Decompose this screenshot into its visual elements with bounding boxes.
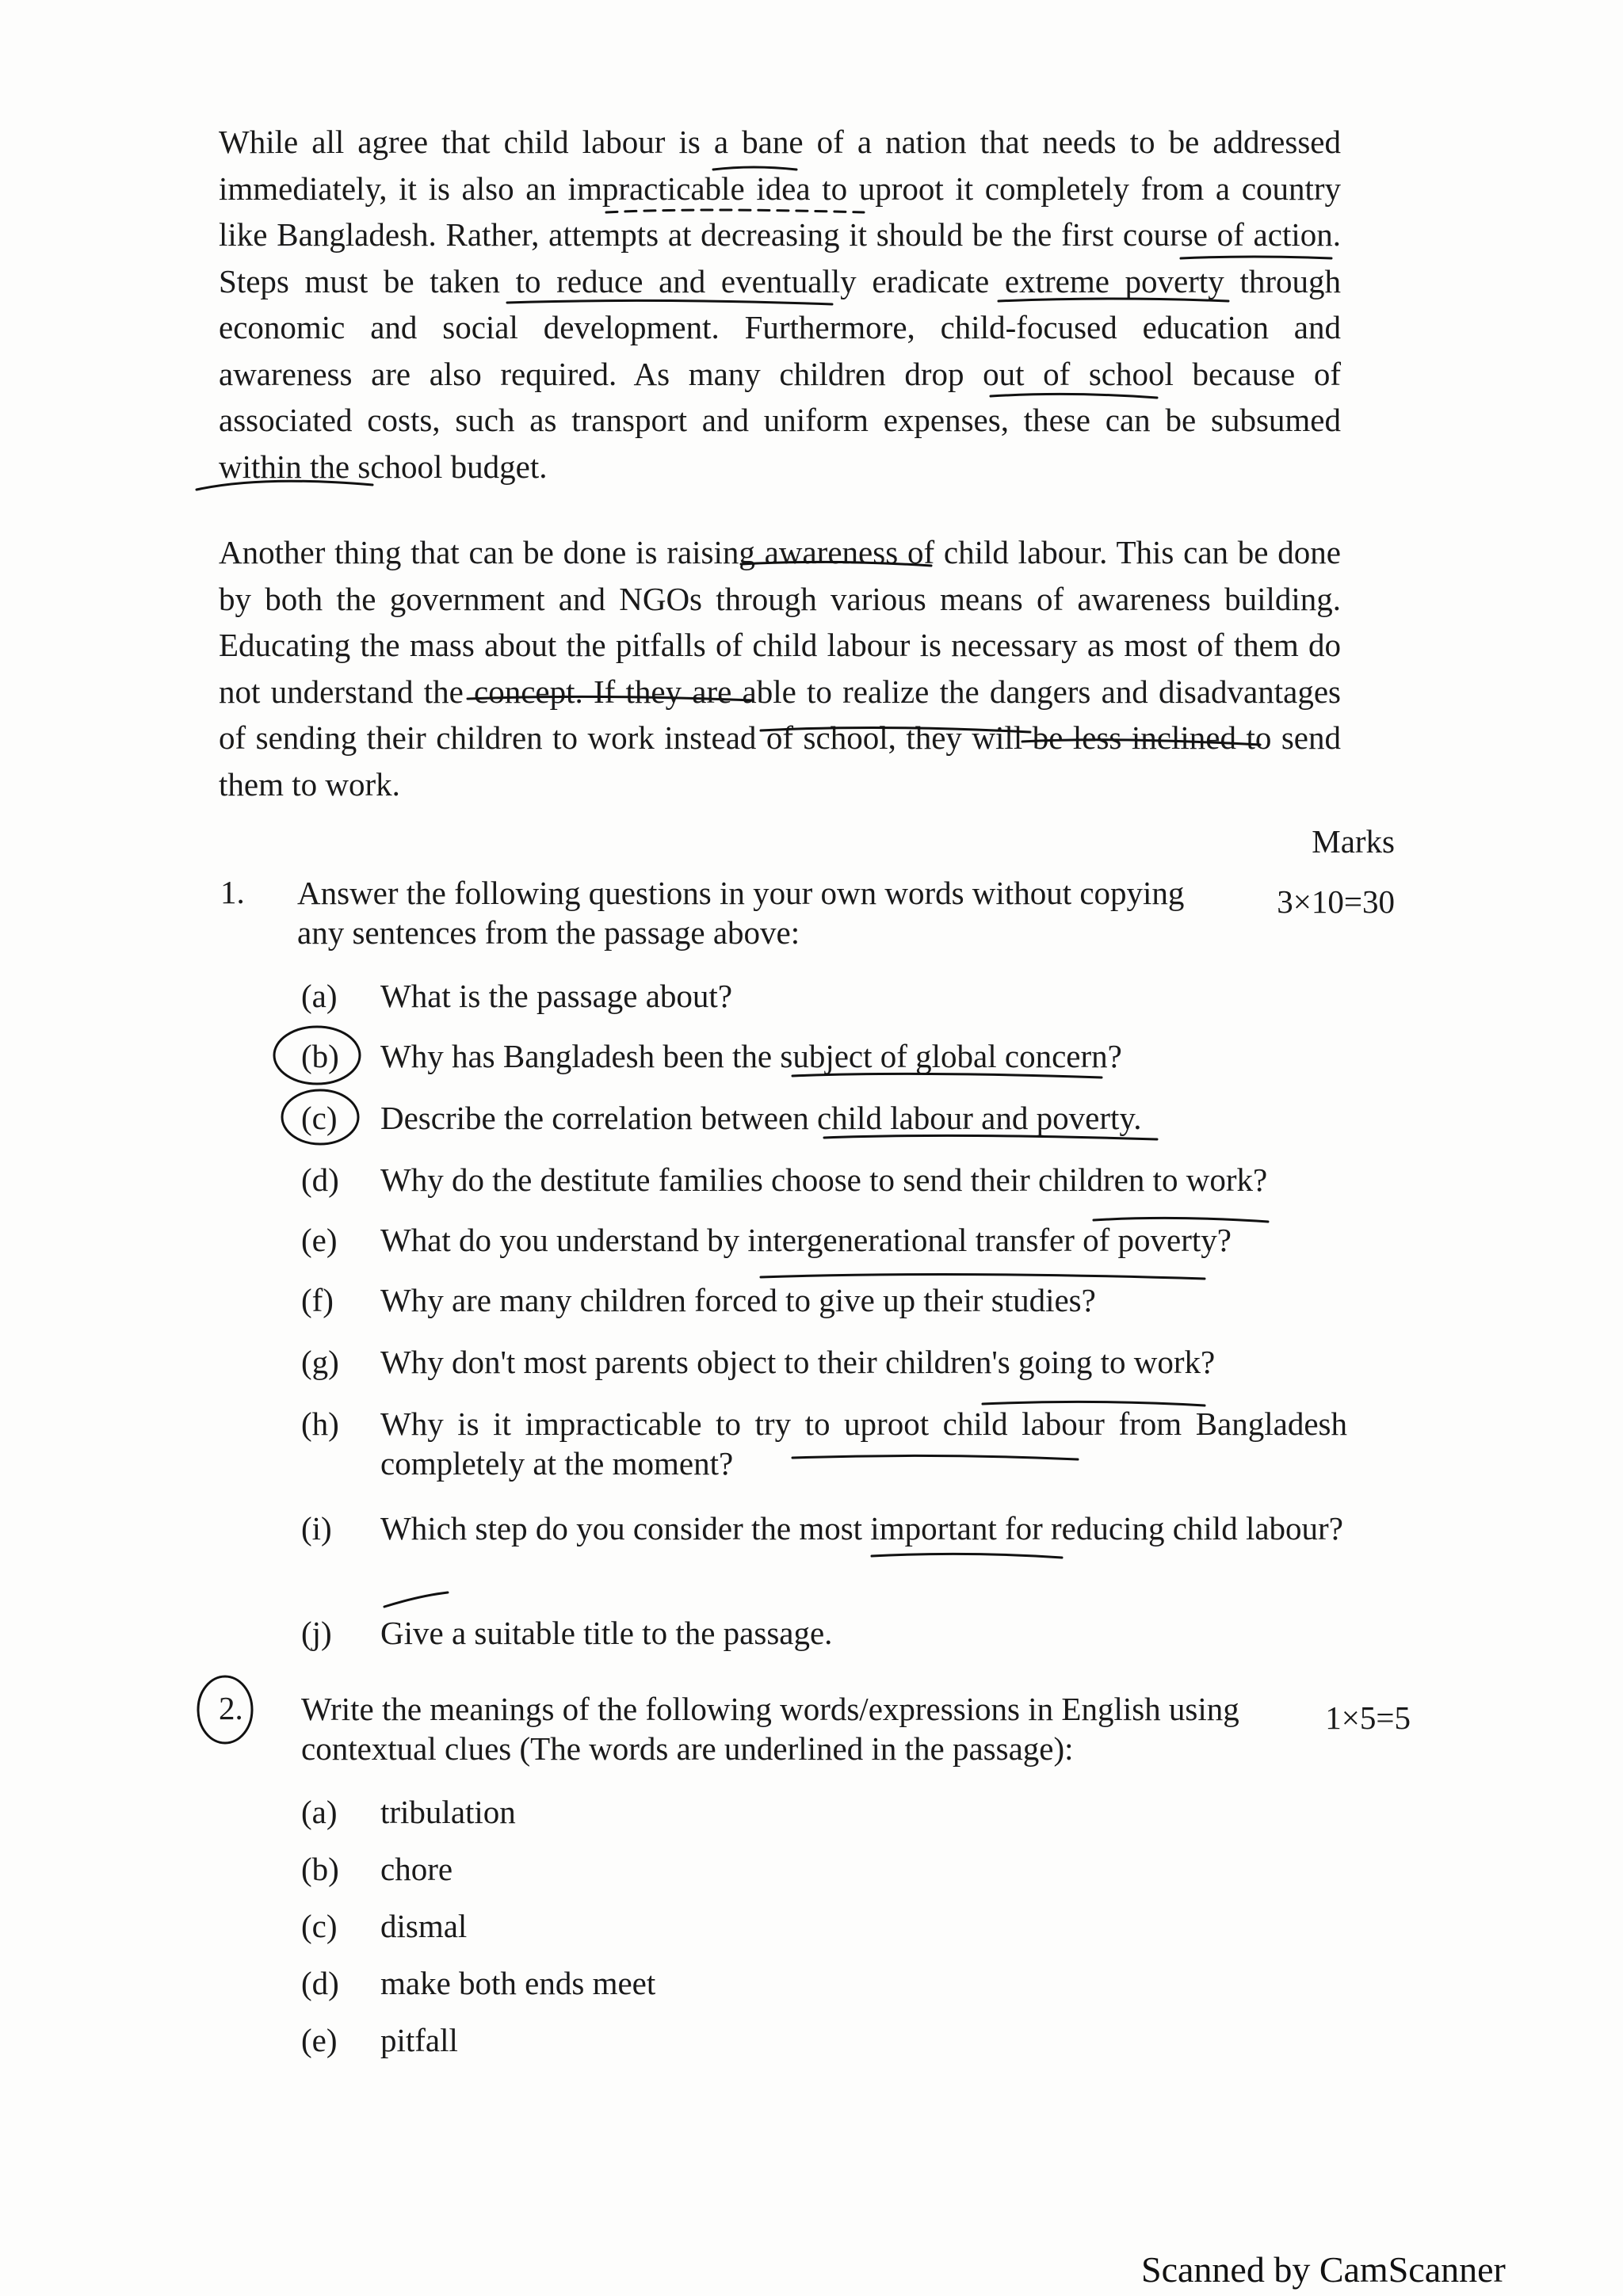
item-text: make both ends meet (380, 1965, 656, 2001)
item-label: (f) (301, 1282, 334, 1318)
item-label: (b) (301, 1038, 339, 1074)
item-text: Why are many children forced to give up their studies? (380, 1282, 1096, 1318)
item-text: Why do the destitute families choose to send their children to work? (380, 1161, 1268, 1198)
marks-header: Marks (1312, 823, 1395, 860)
item-text: Why has Bangladesh been the subject of global concern? (380, 1038, 1122, 1074)
item-label: (h) (301, 1405, 339, 1442)
question-1-marks: 3×10=30 (1277, 883, 1395, 920)
passage-paragraph-1: While all agree that child labour is a bane of a nation that needs to be addressed immediately, it is also an impracticable idea to uproot it completely from a country like Bangladesh. Rather, attempts at decreasing it should be the first course of action. Steps must be taken to reduce and eventually eradicate extreme poverty through economic and social development. Furthermore, child-focused education and awareness are also required. As many children drop out of school because of associated costs, such as transport and uniform expenses, these can be subsumed within the school budget. (219, 124, 1341, 485)
item-label: (c) (301, 1908, 338, 1944)
item-label: (j) (301, 1615, 332, 1651)
item-label: (a) (301, 978, 338, 1014)
item-text: Why is it impracticable to try to uproot child labour from Bangladesh completely at the moment? (380, 1405, 1347, 1482)
pen-underline (872, 1554, 1062, 1558)
scanner-watermark: Scanned by CamScanner (1141, 2249, 1506, 2290)
item-label: (e) (301, 2022, 338, 2058)
item-text: What is the passage about? (380, 978, 733, 1014)
item-text: Give a suitable title to the passage. (380, 1615, 833, 1651)
item-text: pitfall (380, 2022, 458, 2058)
question-1-number: 1. (220, 874, 245, 910)
item-text: Describe the correlation between child labour and poverty. (380, 1100, 1142, 1136)
item-label: (e) (301, 1222, 338, 1258)
item-label: (d) (301, 1965, 339, 2001)
question-2-number: 2. (219, 1690, 243, 1726)
item-text: chore (380, 1851, 453, 1887)
item-label: (g) (301, 1344, 339, 1380)
item-text: tribulation (380, 1794, 516, 1830)
passage-paragraph-2: Another thing that can be done is raising awareness of child labour. This can be done by both the government and NGOs through various means of awareness building. Educating the mass about the pitfalls of child labour is necessary as most of them do not understand the concept. If they are able to realize the dangers and disadvantages of sending their children to work instead of school, they will be less inclined to send them to work. (219, 534, 1341, 803)
item-label: (c) (301, 1100, 338, 1136)
item-text: Why don't most parents object to their children's going to work? (380, 1344, 1216, 1380)
question-2-marks: 1×5=5 (1325, 1699, 1411, 1736)
item-text: Which step do you consider the most important for reducing child labour? (380, 1510, 1343, 1547)
question-1-instruction: Answer the following questions in your own words without copying any sentences from the passage above: (297, 875, 1185, 951)
pen-underline (384, 1592, 448, 1607)
item-label: (i) (301, 1510, 332, 1547)
item-text: dismal (380, 1908, 468, 1944)
pen-underline (761, 1274, 1205, 1279)
item-label: (b) (301, 1851, 339, 1887)
item-label: (a) (301, 1794, 338, 1830)
item-text: What do you understand by intergenerational transfer of poverty? (380, 1222, 1232, 1258)
item-label: (d) (301, 1161, 339, 1198)
question-2-instruction: Write the meanings of the following words/expressions in English using contextual clues (The words are underlined in the passage): (301, 1691, 1239, 1767)
